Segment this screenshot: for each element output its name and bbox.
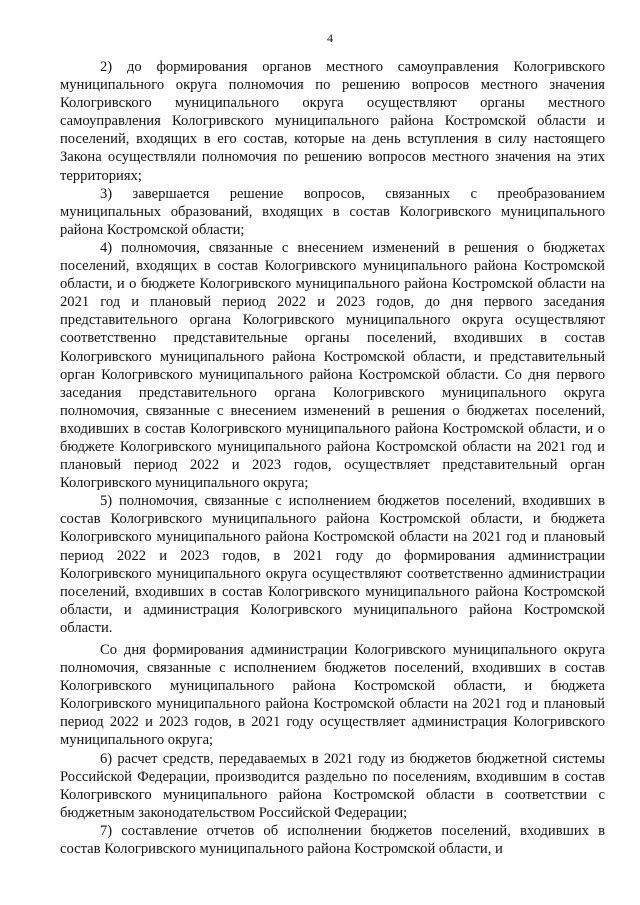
page-number: 4: [327, 31, 333, 45]
paragraph-item-6: 6) расчет средств, передаваемых в 2021 году из бюджетов бюджетной системы Российской Федерации, производится раздельно по поселениям, входившим в состав Кологривского муниципального района Костромской области в соответствии с бюджетным законодательством Российской Федерации;: [60, 750, 605, 821]
paragraph-item-2: 2) до формирования органов местного самоуправления Кологривского муниципального округа полномочия по решению вопросов местного значения Кологривского муниципального округа осуществляют органы местного самоуправления Кологривского муниципального района Костромской области и поселений, входящих в его состав, которые на день вступления в силу настоящего Закона осуществляли полномочия по решению вопросов местного значения на этих территориях;: [60, 59, 605, 184]
document-body: [60, 58, 605, 858]
paragraph-item-5-continued: Со дня формирования администрации Кологривского муниципального округа полномочия, связанные с исполнением бюджетов поселений, входивших в состав Кологривского муниципального района Костромской области, и бюджета Кологривского муниципального района Костромской области на 2021 год и плановый период 2022 и 2023 годов, в 2021 году осуществляет администрация Кологривского муниципального округа;: [60, 642, 605, 749]
paragraph-item-5: 5) полномочия, связанные с исполнением бюджетов поселений, входивших в состав Кологривского муниципального района Костромской области, и бюджета Кологривского муниципального района Костромской области на 2021 год и плановый период 2022 и 2023 годов, в 2021 году до формирования администрации Кологривского муниципального округа осуществляют соответственно администрации поселений, входивших в состав Кологривского муниципального района Костромской области, и администрация Кологривского муниципального района Костромской области.: [60, 493, 605, 636]
paragraph-item-4: 4) полномочия, связанные с внесением изменений в решения о бюджетах поселений, входящих в состав Кологривского муниципального района Костромской области, и о бюджете Кологривского муниципального района Костромской области на 2021 год и плановый период 2022 и 2023 годов, до дня первого заседания представительного органа Кологривского муниципального округа осуществляют соответственно представительные органы поселений, входивших в состав Кологривского муниципального района Костромской области, и представительный орган Кологривского муниципального района Костромской области. Со дня первого заседания представительного органа Кологривского муниципального округа полномочия, связанные с внесением изменений в решения о бюджетах поселений, входивших в состав Кологривского муниципального района Костромской области, и о бюджете Кологривского муниципального района Костромской области на 2021 год и плановый период 2022 и 2023 годов, осуществляет представительный орган Кологривского муниципального округа;: [60, 239, 605, 492]
paragraph-item-7: 7) составление отчетов об исполнении бюджетов поселений, входивших в состав Кологривского муниципального района Костромской области, и: [60, 822, 605, 858]
paragraph-item-3: 3) завершается решение вопросов, связанных с преобразованием муниципальных образований, входящих в состав Кологривского муниципального района Костромской области;: [60, 185, 605, 238]
